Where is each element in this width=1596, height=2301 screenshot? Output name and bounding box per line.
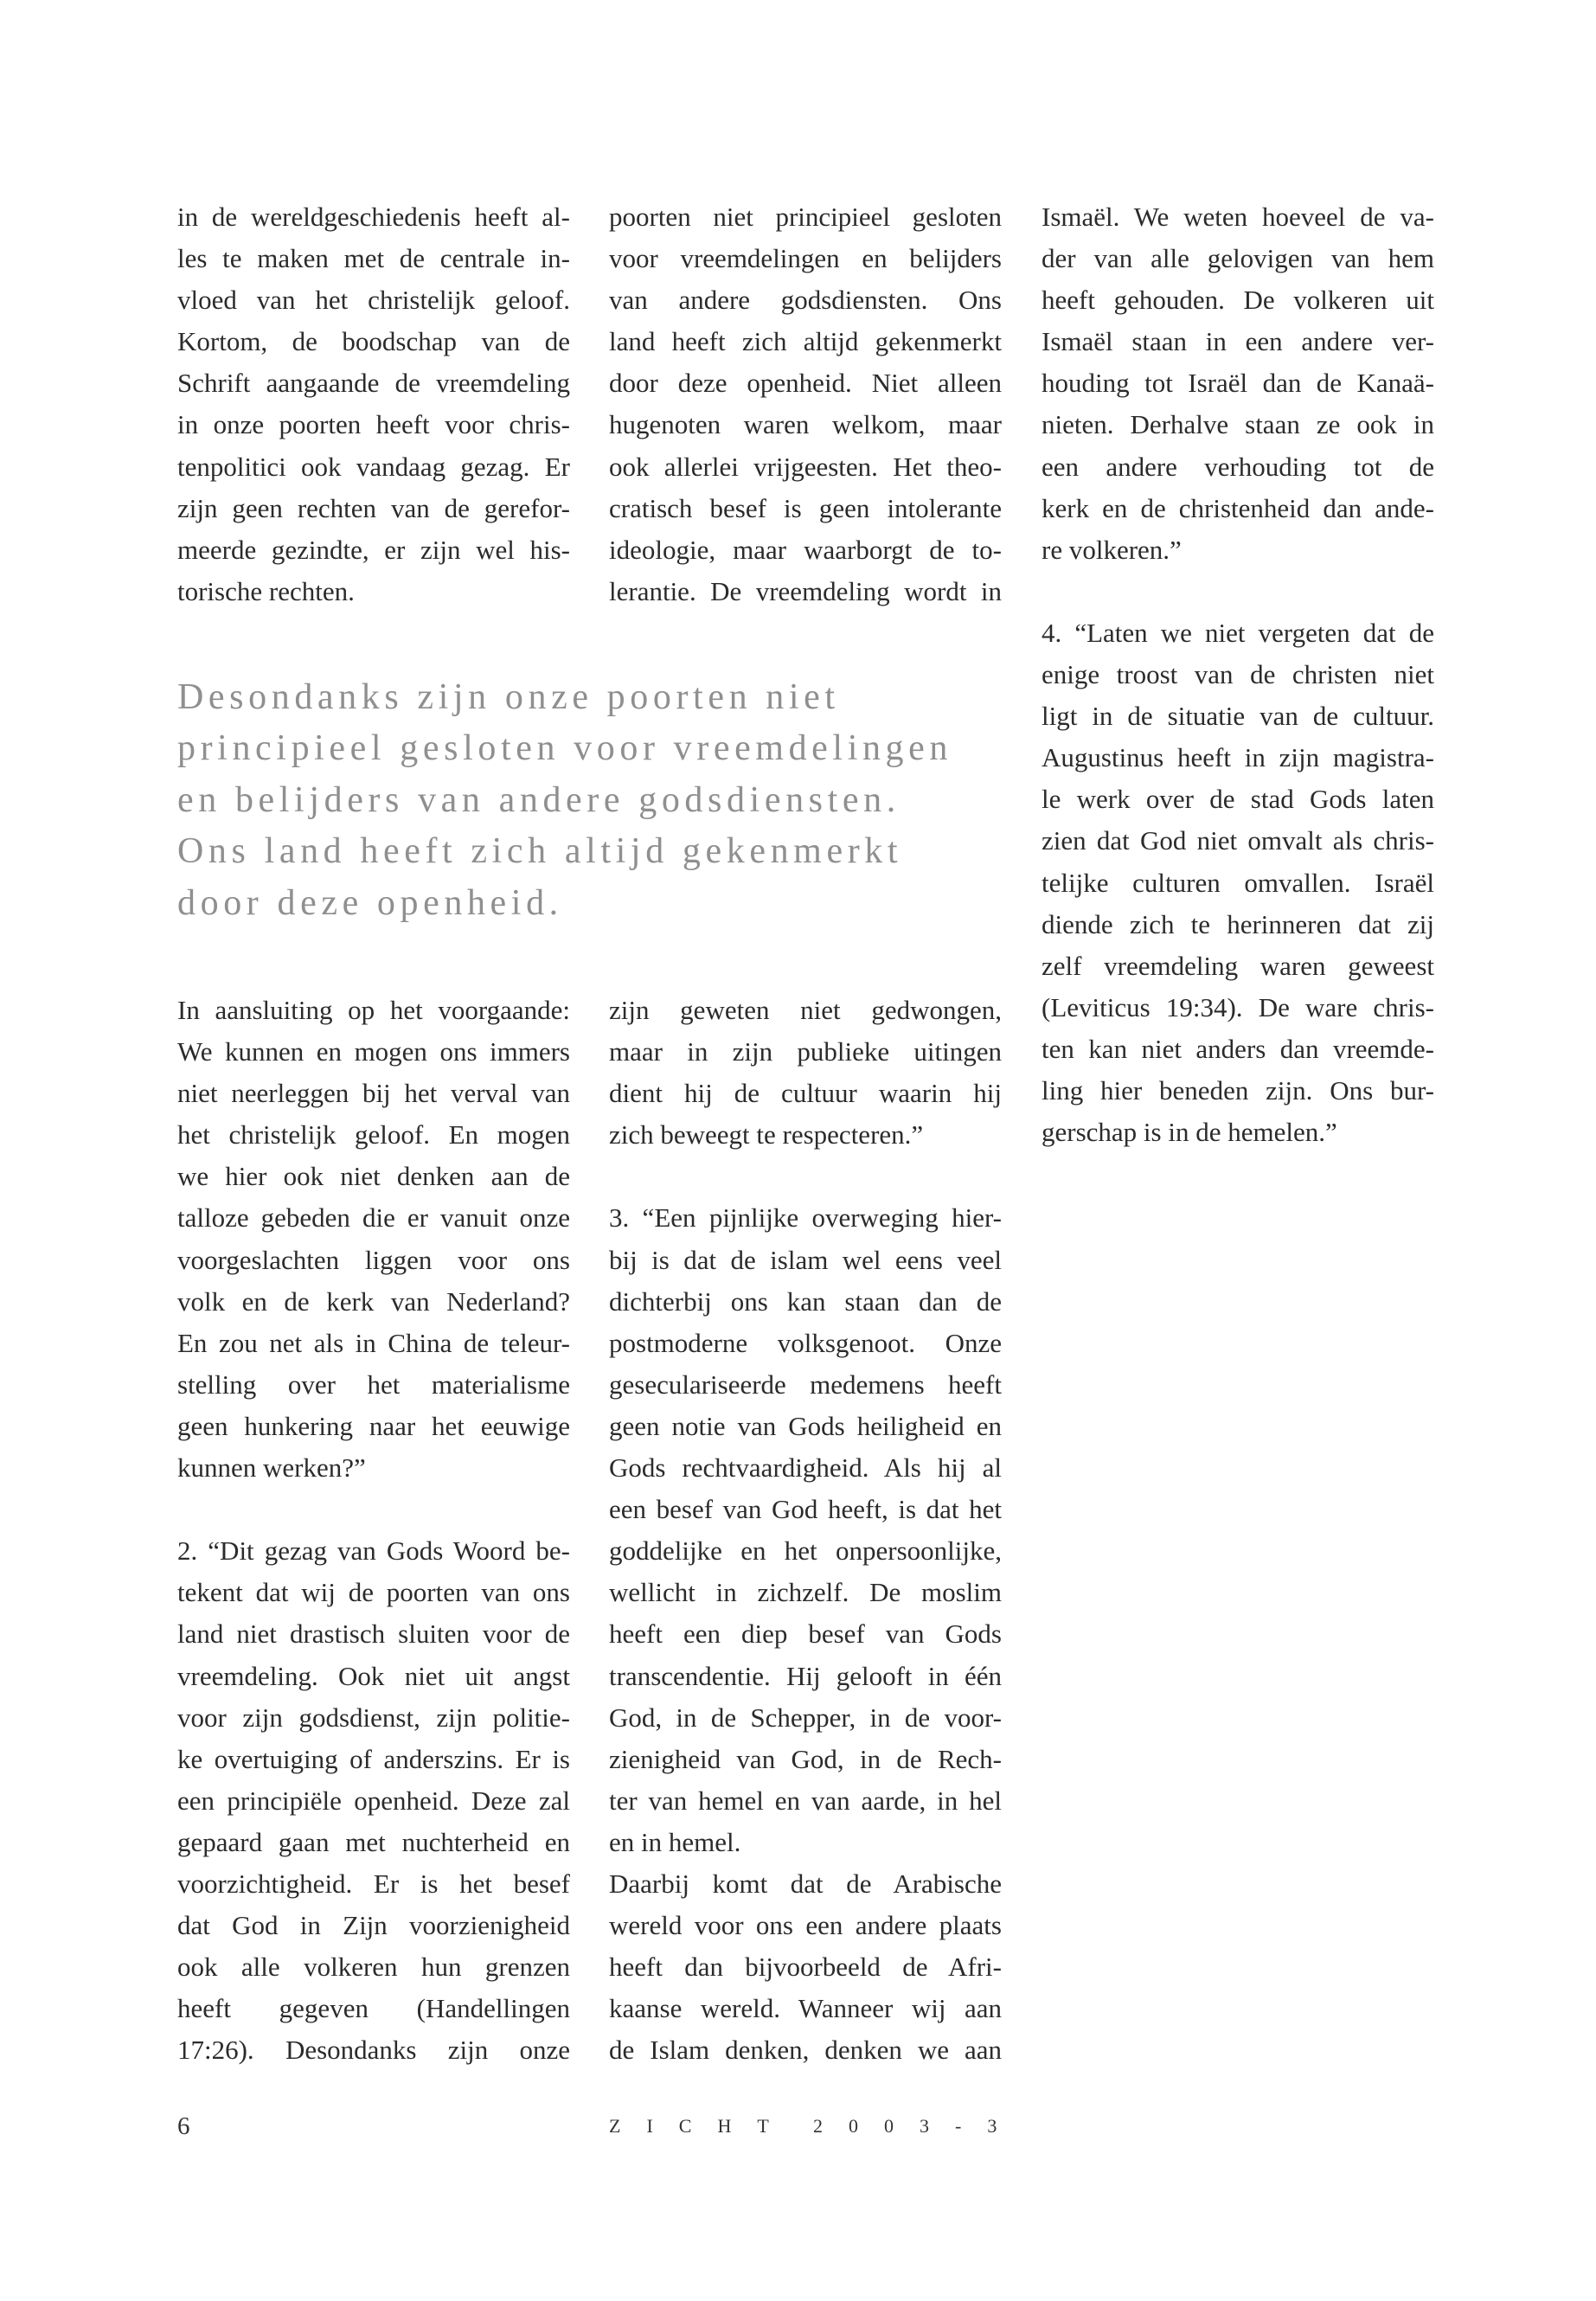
text-line: 4. “Laten we niet vergeten dat de: [1042, 617, 1434, 648]
text-line: Ismaël staan in een andere ver-: [1042, 326, 1434, 357]
text-line: vreemdeling. Ook niet uit angst: [177, 1660, 570, 1691]
text-line: hugenoten waren welkom, maar: [609, 409, 1002, 440]
pull-quote-line: principieel gesloten voor vreemdelingen: [177, 728, 952, 769]
text-line: kunnen werken?”: [177, 1452, 366, 1484]
text-line: zienigheid van God, in de Rech-: [609, 1743, 1002, 1774]
column-top-middle: [609, 196, 1002, 612]
text-line: volk en de kerk van Nederland?: [177, 1285, 570, 1317]
text-line: (Leviticus 19:34). De ware chris-: [1042, 991, 1434, 1022]
magazine-name: ZICHT: [609, 2115, 795, 2137]
text-line: cratisch besef is geen intolerante: [609, 492, 1002, 523]
text-line: de Islam denken, denken we aan: [609, 2035, 1002, 2066]
column-bottom-left: [177, 990, 570, 2071]
text-line: voor zijn godsdienst, zijn politie-: [177, 1702, 570, 1733]
text-line: geen hunkering naar het eeuwige: [177, 1410, 570, 1441]
text-line: Daarbij komt dat de Arabische: [609, 1868, 1002, 1899]
text-line: dient hij de cultuur waarin hij: [609, 1078, 1002, 1109]
text-line: En zou net als in China de teleur-: [177, 1327, 570, 1358]
text-line: door deze openheid. Niet alleen: [609, 368, 1002, 399]
issue-number: 2003-3: [813, 2115, 1023, 2137]
text-line: ke overtuiging of anderszins. Er is: [177, 1743, 570, 1774]
text-line: meerde gezindte, er zijn wel his-: [177, 534, 570, 565]
text-line: vloed van het christelijk geloof.: [177, 285, 570, 316]
text-line: kaanse wereld. Wanneer wij aan: [609, 1993, 1002, 2024]
text-line: lerantie. De vreemdeling wordt in: [609, 575, 1002, 606]
text-line: tenpolitici ook vandaag gezag. Er: [177, 451, 570, 482]
text-line: ter van hemel en van aarde, in hel: [609, 1785, 1002, 1816]
pull-quote-line: Ons land heeft zich altijd gekenmerkt: [177, 831, 903, 872]
text-line: 2. “Dit gezag van Gods Woord be-: [177, 1535, 570, 1567]
text-line: ook allerlei vrijgeesten. Het theo-: [609, 451, 1002, 482]
text-line: zijn geen rechten van de gerefor-: [177, 492, 570, 523]
text-line: talloze gebeden die er vanuit onze: [177, 1202, 570, 1234]
text-line: goddelijke en het onpersoonlijke,: [609, 1535, 1002, 1567]
text-line: zijn geweten niet gedwongen,: [609, 995, 1002, 1025]
text-line: Augustinus heeft in zijn magistra-: [1042, 742, 1434, 773]
text-line: voorzichtigheid. Er is het besef: [177, 1868, 570, 1899]
text-line: der van alle gelovigen van hem: [1042, 243, 1434, 274]
text-line: wereld voor ons een andere plaats: [609, 1910, 1002, 1941]
text-line: dichterbij ons kan staan dan de: [609, 1285, 1002, 1317]
text-line: zich beweegt te respecteren.”: [609, 1119, 924, 1150]
text-line: een andere verhouding tot de: [1042, 451, 1434, 482]
text-line: 17:26). Desondanks zijn onze: [177, 2035, 570, 2066]
text-line: bij is dat de islam wel eens veel: [609, 1244, 1002, 1275]
text-line: wellicht in zichzelf. De moslim: [609, 1577, 1002, 1608]
text-line: in de wereldgeschiedenis heeft al-: [177, 202, 570, 232]
text-line: heeft dan bijvoorbeeld de Afri-: [609, 1952, 1002, 1983]
text-line: diende zich te herinneren dat zij: [1042, 908, 1434, 939]
page-number: 6: [177, 2112, 190, 2140]
text-line: van andere godsdiensten. Ons: [609, 285, 1002, 316]
text-line: poorten niet principieel gesloten: [609, 202, 1002, 232]
text-line: land niet drastisch sluiten voor de: [177, 1618, 570, 1650]
text-line: gepaard gaan met nuchterheid en: [177, 1826, 570, 1857]
pull-quote-line: door deze openheid.: [177, 882, 563, 923]
text-line: heeft een diep besef van Gods: [609, 1618, 1002, 1650]
text-line: maar in zijn publieke uitingen: [609, 1036, 1002, 1067]
text-line: zelf vreemdeling waren geweest: [1042, 950, 1434, 981]
paragraph: [177, 990, 570, 1489]
text-line: kerk en de christenheid dan ande-: [1042, 492, 1434, 523]
pull-quote-line: Desondanks zijn onze poorten niet: [177, 677, 840, 717]
paragraph: [609, 1863, 1002, 2071]
text-line: we hier ook niet denken aan de: [177, 1161, 570, 1192]
text-line: 3. “Een pijnlijke overweging hier-: [609, 1202, 1002, 1234]
paragraph: [1042, 196, 1434, 571]
text-line: God, in de Schepper, in de voor-: [609, 1702, 1002, 1733]
text-line: telijke culturen omvallen. Israël: [1042, 867, 1434, 898]
pull-quote-line: en belijders van andere godsdiensten.: [177, 779, 901, 820]
text-line: niet neerleggen bij het verval van: [177, 1078, 570, 1109]
text-line: en in hemel.: [609, 1826, 741, 1857]
text-line: le werk over de stad Gods laten: [1042, 784, 1434, 815]
text-line: een principiële openheid. Deze zal: [177, 1785, 570, 1816]
text-line: ook alle volkeren hun grenzen: [177, 1952, 570, 1983]
text-line: torische rechten.: [177, 575, 355, 606]
text-line: ling hier beneden zijn. Ons bur-: [1042, 1074, 1434, 1106]
text-line: zien dat God niet omvalt als chris-: [1042, 825, 1434, 856]
paragraph: [177, 1530, 570, 2071]
column-top-left: [177, 196, 570, 612]
text-line: geseculariseerde medemens heeft: [609, 1368, 1002, 1400]
text-line: land heeft zich altijd gekenmerkt: [609, 326, 1002, 357]
text-line: houding tot Israël dan de Kanaä-: [1042, 368, 1434, 399]
text-line: re volkeren.”: [1042, 534, 1182, 565]
text-line: een besef van God heeft, is dat het: [609, 1494, 1002, 1525]
text-line: dat God in Zijn voorzienigheid: [177, 1910, 570, 1941]
text-line: ideologie, maar waarborgt de to-: [609, 534, 1002, 565]
text-line: transcendentie. Hij gelooft in één: [609, 1660, 1002, 1691]
text-line: nieten. Derhalve staan ze ook in: [1042, 409, 1434, 440]
text-line: Ismaël. We weten hoeveel de va-: [1042, 202, 1434, 232]
pull-quote: [177, 672, 1129, 929]
text-line: ligt in de situatie van de cultuur.: [1042, 701, 1434, 732]
paragraph: [177, 196, 570, 612]
text-line: In aansluiting op het voorgaande:: [177, 995, 570, 1025]
paragraph: [609, 196, 1002, 612]
text-line: We kunnen en mogen ons immers: [177, 1036, 570, 1067]
text-line: het christelijk geloof. En mogen: [177, 1119, 570, 1150]
text-line: heeft gehouden. De volkeren uit: [1042, 285, 1434, 316]
paragraph: [609, 990, 1002, 1156]
text-line: Gods rechtvaardigheid. Als hij al: [609, 1452, 1002, 1484]
text-line: ten kan niet anders dan vreemde-: [1042, 1033, 1434, 1064]
text-line: tekent dat wij de poorten van ons: [177, 1577, 570, 1608]
paragraph: [609, 1197, 1002, 1863]
text-line: Kortom, de boodschap van de: [177, 326, 570, 357]
text-line: postmoderne volksgenoot. Onze: [609, 1327, 1002, 1358]
text-line: enige troost van de christen niet: [1042, 659, 1434, 690]
text-line: gerschap is in de hemelen.”: [1042, 1117, 1337, 1148]
text-line: heeft gegeven (Handellingen: [177, 1993, 570, 2024]
text-line: geen notie van Gods heiligheid en: [609, 1410, 1002, 1441]
text-line: stelling over het materialisme: [177, 1368, 570, 1400]
text-line: Schrift aangaande de vreemdeling: [177, 368, 570, 399]
text-line: voorgeslachten liggen voor ons: [177, 1244, 570, 1275]
text-line: les te maken met de centrale in-: [177, 243, 570, 274]
column-bottom-middle: [609, 990, 1002, 2071]
text-line: in onze poorten heeft voor chris-: [177, 409, 570, 440]
text-line: voor vreemdelingen en belijders: [609, 243, 1002, 274]
